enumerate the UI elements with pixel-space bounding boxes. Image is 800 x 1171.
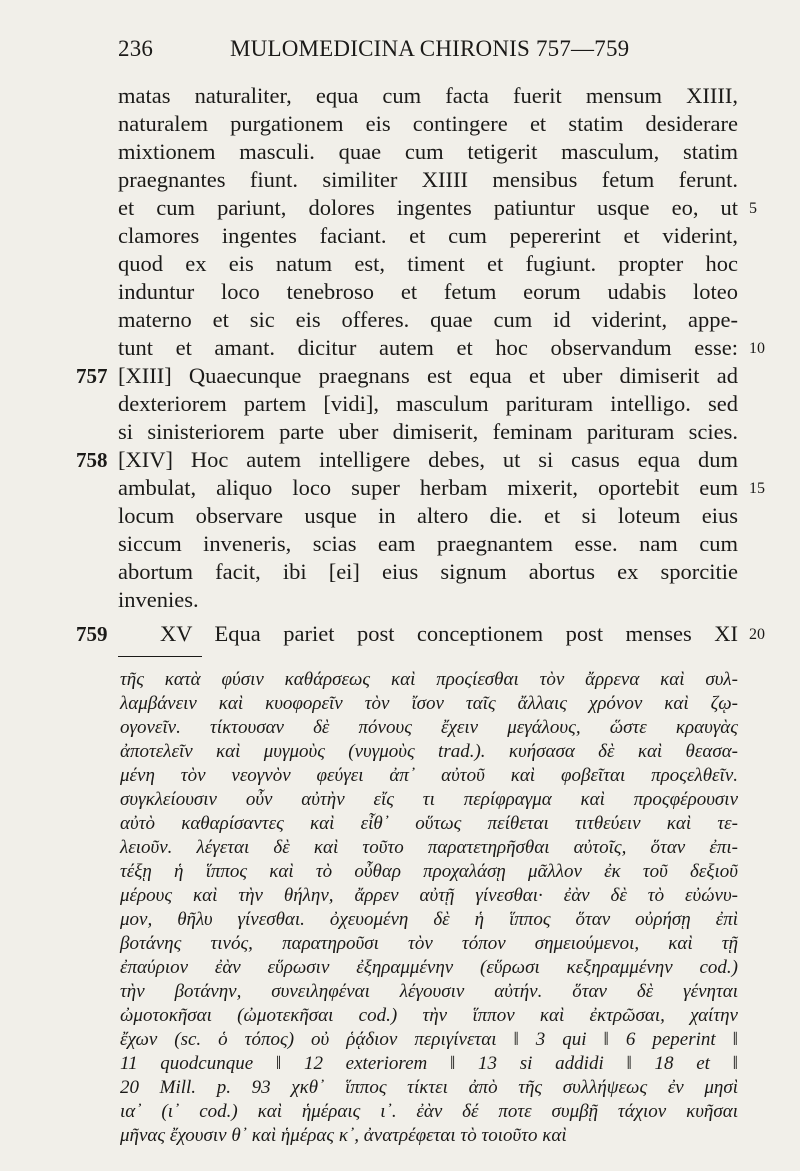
latin-line: si sinisteriorem parte uber dimiserit, feminam parituram scies. <box>118 419 738 444</box>
greek-note-line: τῆς κατὰ φύσιν καθάρσεως καὶ προςίεσθαι τὸν ἄρρενα καὶ συλ- <box>120 669 738 690</box>
line-number: 5 <box>749 200 757 217</box>
line-number: 10 <box>749 340 765 357</box>
latin-line: [XIV] Hoc autem intelligere debes, ut si casus equa dum <box>118 447 738 472</box>
latin-line: materno et sic eis offeres. quae cum id viderint, appe- <box>118 307 738 332</box>
latin-line: naturalem purgationem eis contingere et statim desiderare <box>118 111 738 136</box>
chapter-number: 757 <box>76 364 108 388</box>
greek-note-line: λαμβάνειν καὶ κυοφορεῖν τὸν ἴσον ταῖς ἄλλαις χρόνον καὶ ζῳ- <box>120 693 738 714</box>
latin-line: mixtionem masculi. quae cum tetigerit masculum, statim <box>118 139 738 164</box>
latin-line: matas naturaliter, equa cum facta fuerit mensum XIIII, <box>118 83 738 108</box>
greek-note-line: 20 Mill. p. 93 χκθ᾽ ἵππος τίκτει ἀπὸ τῆς συλλήψεως ἐν μησὶ <box>120 1077 738 1098</box>
greek-note-line: μέρους καὶ τὴν θήλην, ἄρρεν αὐτῇ γίνεσθαι· ἐὰν δὲ τὸ εὐώνυ- <box>120 885 738 906</box>
greek-note-line: αὐτὸ καθαρίσαντες καὶ εἶθ᾽ οὕτως πείθεται τιτθεύειν καὶ τε- <box>120 813 738 834</box>
greek-note-line: μένη τὸν νεογνὸν φεύγει ἀπ᾽ αὐτοῦ καὶ φοβεῖται προςελθεῖν. <box>120 765 738 786</box>
latin-line: siccum inveneris, scias eam praegnantem esse. nam cum <box>118 531 738 556</box>
line-number: 20 <box>749 626 765 643</box>
greek-note-line: 11 quodcunque ‖ 12 exteriorem ‖ 13 si addidi ‖ 18 et ‖ <box>120 1053 738 1074</box>
latin-line: invenies. <box>118 587 199 612</box>
greek-note-line: ὠμοτοκῆσαι (ὠμοτεκῆσαι cod.) τὴν ἵππον καὶ ἐκτρῶσαι, χαίτην <box>120 1005 738 1026</box>
greek-note-line: συγκλείουσιν οὖν αὐτὴν εἴς τι περίφραγμα καὶ προςφέρουσιν <box>120 789 738 810</box>
greek-note-line: μον, θῆλυ γίνεσθαι. ὀχευομένη δὲ ἡ ἵππος ὅταν οὐρήσῃ ἐπὶ <box>120 909 738 930</box>
greek-note-line: ἀποτελεῖν καὶ μυγμοὺς (νυγμοὺς trad.). κυήσασα δὲ καὶ θεασα- <box>120 741 738 762</box>
page-number: 236 <box>118 36 154 61</box>
latin-line: tunt et amant. dicitur autem et hoc observandum esse: <box>118 335 738 360</box>
footnote-rule <box>118 656 202 657</box>
chapter-number: 758 <box>76 448 108 472</box>
latin-line: clamores ingentes faciant. et cum pepererint et viderint, <box>118 223 738 248</box>
chapter-number: 759 <box>76 622 108 646</box>
latin-line: et cum pariunt, dolores ingentes patiuntur usque eo, ut <box>118 195 738 220</box>
latin-line: abortum facit, ibi [ei] eius signum abortus ex sporcitie <box>118 559 738 584</box>
greek-note-line: τὴν βοτάνην, συνειληφέναι λέγουσιν αὐτήν. ὅταν δὲ γένηται <box>120 981 738 1002</box>
greek-note-line: ἔχων (sc. ὁ τόπος) οὐ ῥᾴδιον περιγίνεται ‖ 3 qui ‖ 6 peperint ‖ <box>120 1029 738 1050</box>
greek-note-line: τέξῃ ἡ ἵππος καὶ τὸ οὖθαρ προχαλάσῃ μᾶλλον ἐκ τοῦ δεξιοῦ <box>120 861 738 882</box>
greek-note-line: μῆνας ἔχουσιν θ᾽ καὶ ἡμέρας κ᾽, ἀνατρέφεται τὸ τοιοῦτο καὶ <box>120 1125 567 1146</box>
greek-note-line: βοτάνης τινός, παρατηροῦσι τὸν τόπον σημειούμενοι, καὶ τῇ <box>120 933 738 954</box>
latin-line: locum observare usque in altero die. et si loteum eius <box>118 503 738 528</box>
line-number: 15 <box>749 480 765 497</box>
running-title: MULOMEDICINA CHIRONIS 757—759 <box>230 36 630 61</box>
greek-note-line: ογονεῖν. τίκτουσαν δὲ πόνους ἔχειν μεγάλους, ὥστε κραυγὰς <box>120 717 738 738</box>
latin-line: praegnantes fiunt. similiter XIIII mensibus fetum ferunt. <box>118 167 738 192</box>
latin-line: quod ex eis natum est, timent et fugiunt. propter hoc <box>118 251 738 276</box>
greek-note-line: λειοῦν. λέγεται δὲ καὶ τοῦτο παρατετηρῆσθαι αὐτοῖς, ὅταν ἐπι- <box>120 837 738 858</box>
greek-note-line: ια᾽ (ι᾽ cod.) καὶ ἡμέραις ι᾽. ἐὰν δέ ποτε συμβῇ τάχιον κυῆσαι <box>120 1101 738 1122</box>
latin-line: [XIII] Quaecunque praegnans est equa et uber dimiserit ad <box>118 363 738 388</box>
latin-line: induntur loco tenebroso et fetum eorum udabis loteo <box>118 279 738 304</box>
latin-line: ambulat, aliquo loco super herbam mixerit, oportebit eum <box>118 475 738 500</box>
latin-line: XV Equa pariet post conceptionem post menses XI <box>160 621 738 646</box>
latin-line: dexteriorem partem [vidi], masculum parituram intelligo. sed <box>118 391 738 416</box>
greek-note-line: ἐπαύριον ἐὰν εὕρωσιν ἐξηραμμένην (εὕρωσι κεξηραμμένην cod.) <box>120 957 738 978</box>
running-header <box>118 36 738 66</box>
